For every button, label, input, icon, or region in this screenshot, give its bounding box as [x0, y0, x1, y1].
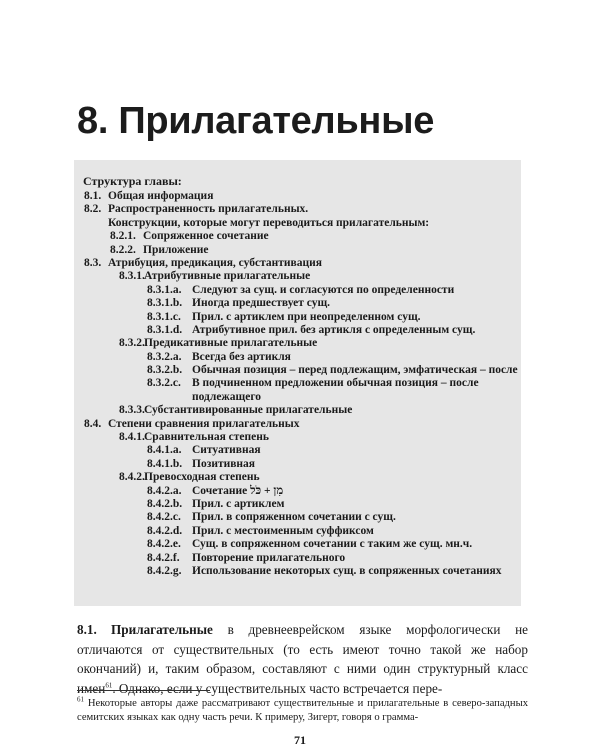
toc-item-number: 8.4.1.a. [147, 444, 182, 457]
toc-item-text: Распространенность прилагательных. [108, 203, 309, 216]
section-8-1-paragraph [77, 620, 528, 698]
toc-item[interactable] [84, 351, 514, 364]
term-highlight: Прилагательные [111, 622, 213, 637]
toc-item[interactable] [84, 230, 514, 243]
toc-item[interactable] [84, 203, 514, 216]
toc-item-text: Обычная позиция – перед подлежащим, эмфатическая – после [192, 364, 518, 377]
toc-item-text: Конструкции, которые могут переводиться прилагательным: [108, 216, 430, 229]
toc-item-text: Позитивная [192, 457, 256, 470]
toc-item-number: 8.3. [84, 256, 102, 269]
toc-item[interactable] [84, 324, 514, 337]
toc-item-text: Общая информация [108, 190, 214, 202]
footnote-marker: 61 [77, 695, 84, 704]
toc-item-text: Сочетание מִן + כֹּל [192, 484, 284, 497]
toc-item-number: 8.4.2.f. [147, 551, 180, 564]
paragraph-text-1: в древнееврейском языке морфологически не отличаются от существительных (то есть имеют точно такой же набор окончаний) и, таким образом, составляют с ними один структурный класс имен [77, 622, 528, 696]
toc-item-number: 8.2.1. [110, 230, 136, 243]
toc-item-text: Повторение прилагательного [192, 551, 346, 564]
toc-item-number: 8.4.1.b. [147, 457, 183, 470]
toc-item-number: 8.2.2. [110, 243, 136, 256]
toc-item-number: 8.4.2.b. [147, 498, 183, 510]
toc-item[interactable] [84, 418, 514, 431]
toc-item-number: 8.4.2.d. [147, 524, 183, 537]
toc-item[interactable] [84, 284, 514, 297]
toc-item-text: Сопряженное сочетание [143, 230, 269, 243]
footnote [77, 697, 528, 724]
toc-item-number: 8.3.1. [119, 270, 145, 283]
toc-item-number: 8.3.2.b. [147, 364, 183, 377]
toc-item[interactable] [84, 538, 514, 551]
toc-item-number: 8.1. [84, 190, 102, 202]
toc-item[interactable] [84, 217, 514, 230]
footnote-divider [77, 690, 210, 691]
toc-item-number: 8.2. [84, 203, 102, 216]
toc-item[interactable] [84, 297, 514, 310]
toc-item[interactable] [84, 311, 514, 324]
toc-item[interactable] [84, 471, 514, 484]
toc-item[interactable] [84, 190, 514, 203]
toc-item-text: Сравнительная степень [144, 431, 269, 444]
toc-item-text: Степени сравнения прилагательных [108, 417, 300, 430]
toc-item-number: 8.3.3. [119, 404, 145, 417]
toc-item-number: 8.3.2.c. [147, 377, 181, 390]
toc-item[interactable] [84, 511, 514, 524]
chapter-title: 8. Прилагательные [77, 100, 435, 142]
toc-item-number: 8.4.2.c. [147, 511, 181, 524]
footnote-ref[interactable]: 61 [105, 681, 113, 690]
toc-item[interactable] [84, 431, 514, 444]
toc-item-text: Атрибуция, предикация, субстантивация [108, 256, 322, 269]
toc-item-number: 8.4. [84, 417, 102, 430]
toc-item-text: Сущ. в сопряженном сочетании с таким же сущ. мн.ч. [192, 538, 473, 551]
toc-item[interactable] [84, 444, 514, 457]
toc-item-number: 8.4.2.g. [147, 564, 182, 577]
toc-item-text: Прил. в сопряженном сочетании с сущ. [192, 511, 396, 524]
footnote-text: Некоторые авторы даже рассматривают существительные и прилагательные в северо-западных семитских языках как одну часть речи. К примеру, Зигерт, говоря о грамма- [77, 698, 528, 723]
toc-item[interactable] [84, 498, 514, 511]
toc-item-text: Атрибутивное прил. без артикля с определенным сущ. [192, 323, 476, 336]
toc-item-number: 8.3.2.a. [147, 350, 182, 363]
toc-item-text: Прил. с местоименным суффиксом [192, 524, 374, 537]
toc-item-text: Субстантивированные прилагательные [144, 404, 353, 417]
toc-item-text: Иногда предшествует сущ. [192, 297, 331, 310]
page-number: 71 [294, 733, 306, 747]
toc-item-text: Предикативные прилагательные [144, 337, 318, 350]
toc-heading: Структура главы: [83, 174, 182, 188]
toc-item-number: 8.3.1.a. [147, 283, 182, 296]
paragraph-text-2: . Однако, если у существительных часто встречается пере- [112, 680, 443, 696]
toc-item-text: Всегда без артикля [192, 350, 291, 363]
toc-item[interactable] [84, 337, 514, 350]
paragraph-body [77, 620, 528, 698]
toc-item-text: Прил. с артиклем [192, 498, 285, 510]
section-number: 8.1. [77, 622, 97, 637]
toc-item-text: Ситуативная [192, 444, 261, 457]
toc-item-number: 8.3.1.c. [147, 310, 181, 323]
toc-item-number: 8.3.1.b. [147, 297, 183, 310]
toc-item[interactable] [84, 485, 514, 498]
toc-item-number: 8.4.2.a. [147, 484, 182, 497]
toc-item-number: 8.4.2.e. [147, 538, 181, 551]
toc-item-text: В подчиненном предложении обычная позиция – после подлежащего [192, 377, 479, 403]
toc-item[interactable] [84, 364, 518, 377]
toc-item-text: Атрибутивные прилагательные [144, 270, 311, 283]
toc-item[interactable] [84, 257, 514, 270]
toc-item[interactable] [84, 244, 514, 257]
toc-item[interactable] [84, 565, 514, 578]
toc-item-number: 8.3.1.d. [147, 323, 183, 336]
toc-item-text: Превосходная степень [144, 471, 260, 484]
toc-item[interactable] [84, 552, 514, 565]
toc-item-text: Использование некоторых сущ. в сопряженных сочетаниях [192, 564, 502, 577]
toc-item-number: 8.4.2. [119, 471, 145, 484]
toc-item[interactable] [84, 458, 514, 471]
toc-item-number: 8.4.1. [119, 431, 145, 444]
toc-item[interactable] [84, 377, 514, 404]
toc-item[interactable] [84, 404, 514, 417]
toc-list [84, 190, 518, 578]
toc-item-text: Следуют за сущ. и согласуются по определенности [192, 283, 455, 296]
toc-item[interactable] [84, 270, 514, 283]
toc-item-text: Приложение [143, 243, 209, 256]
toc-item-number: 8.3.2. [119, 337, 145, 350]
toc-item-text: Прил. с артиклем при неопределенном сущ. [192, 310, 421, 323]
toc-item[interactable] [84, 525, 514, 538]
